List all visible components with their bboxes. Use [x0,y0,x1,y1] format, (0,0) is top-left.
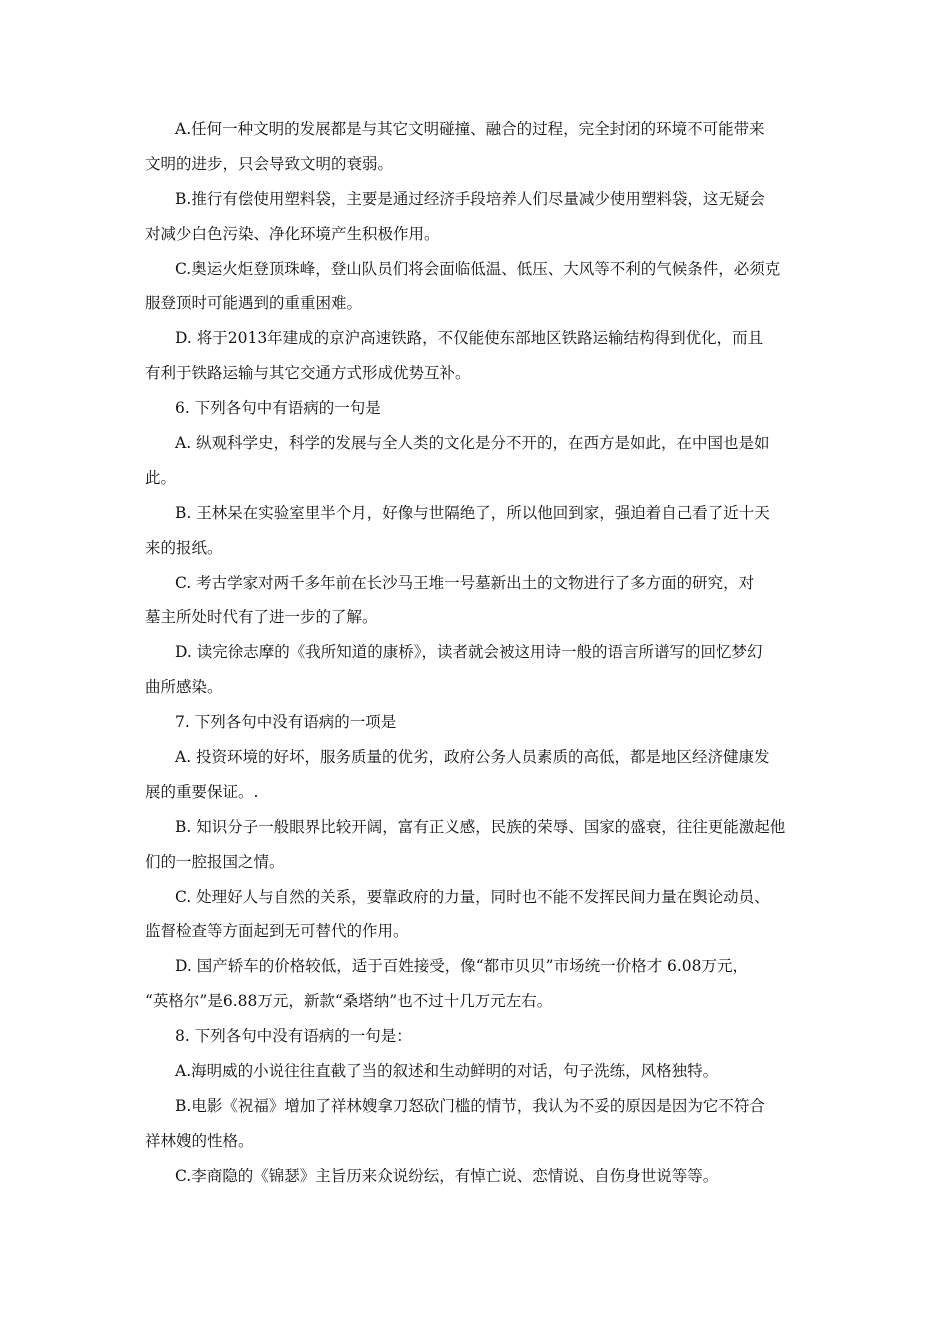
option-c-line-2: 服登顶时可能遇到的重重困难。 [145,294,363,313]
q6-option-d-line-1: D. 读完徐志摩的《我所知道的康桥》，读者就会被这用诗一般的语言所谱写的回忆梦幻 [175,643,763,662]
question-7-stem: 7. 下列各句中没有语病的一项是 [175,713,397,732]
q6-option-b-line-1: B. 王林呆在实验室里半个月，好像与世隔绝了，所以他回到家，强迫着自己看了近十天 [175,503,770,522]
q6-option-a-line-1: A. 纵观科学史，科学的发展与全人类的文化是分不开的，在西方是如此，在中国也是如 [175,434,770,453]
q8-option-c-line-1: C.李商隐的《锦瑟》主旨历来众说纷纭，有悼亡说、恋情说、自伤身世说等等。 [175,1166,719,1185]
document-body [145,112,810,1194]
q8-option-a-line-1: A.海明威的小说往往直截了当的叙述和生动鲜明的对话，句子洗练，风格独特。 [175,1062,719,1081]
option-a-line-2: 文明的进步，只会导致文明的衰弱。 [145,154,394,173]
q7-option-c-line-2: 监督检查等方面起到无可替代的作用。 [145,922,409,941]
q8-option-b-line-2: 祥林嫂的性格。 [145,1131,254,1150]
q6-option-a-line-2: 此。 [145,468,177,487]
q6-option-d-line-2: 曲所感染。 [145,678,223,697]
q7-option-d-line-2: “英格尔”是6.88万元，新款“桑塔纳”也不过十几万元左右。 [145,992,553,1011]
q8-option-b-line-1: B.电影《祝福》增加了祥林嫂拿刀怒砍门槛的情节，我认为不妥的原因是因为它不符合 [175,1096,765,1115]
q7-option-b-line-1: B. 知识分子一般眼界比较开阔，富有正义感，民族的荣辱、国家的盛衰，往往更能激起他 [175,817,786,836]
q6-option-c-line-1: C. 考古学家对两千多年前在长沙马王堆一号墓新出土的文物进行了多方面的研究，对 [175,573,755,592]
option-b-line-1: B.推行有偿使用塑料袋，主要是通过经济手段培养人们尽量减少使用塑料袋，这无疑会 [175,189,765,208]
option-b-line-2: 对减少白色污染、净化环境产生积极作用。 [145,224,440,243]
question-6-stem: 6. 下列各句中有语病的一句是 [175,399,381,418]
q7-option-a-line-1: A. 投资环境的好坏，服务质量的优劣，政府公务人员素质的高低，都是地区经济健康发 [175,748,770,767]
option-d-line-1: D. 将于2013年建成的京沪高速铁路，不仅能使东部地区铁路运输结构得到优化，而且 [175,329,764,348]
q7-option-a-line-2: 展的重要保证。. [145,782,259,801]
q6-option-b-line-2: 来的报纸。 [145,538,223,557]
question-8-stem: 8. 下列各句中没有语病的一句是： [175,1027,412,1046]
q7-option-d-line-1: D. 国产轿车的价格较低，适于百姓接受，像“都市贝贝”市场统一价格才 6.08万元， [175,957,749,976]
q6-option-c-line-2: 墓主所处时代有了进一步的了解。 [145,608,378,627]
q7-option-c-line-1: C. 处理好人与自然的关系，要靠政府的力量，同时也不能不发挥民间力量在舆论动员、 [175,887,770,906]
option-a-line-1: A.任何一种文明的发展都是与其它文明碰撞、融合的过程，完全封闭的环境不可能带来 [175,120,765,138]
option-c-line-1: C.奥运火炬登顶珠峰，登山队员们将会面临低温、低压、大风等不利的气候条件，必须克 [175,259,781,278]
option-d-line-2: 有利于铁路运输与其它交通方式形成优势互补。 [145,364,471,383]
q7-option-b-line-2: 们的一腔报国之情。 [145,852,285,871]
